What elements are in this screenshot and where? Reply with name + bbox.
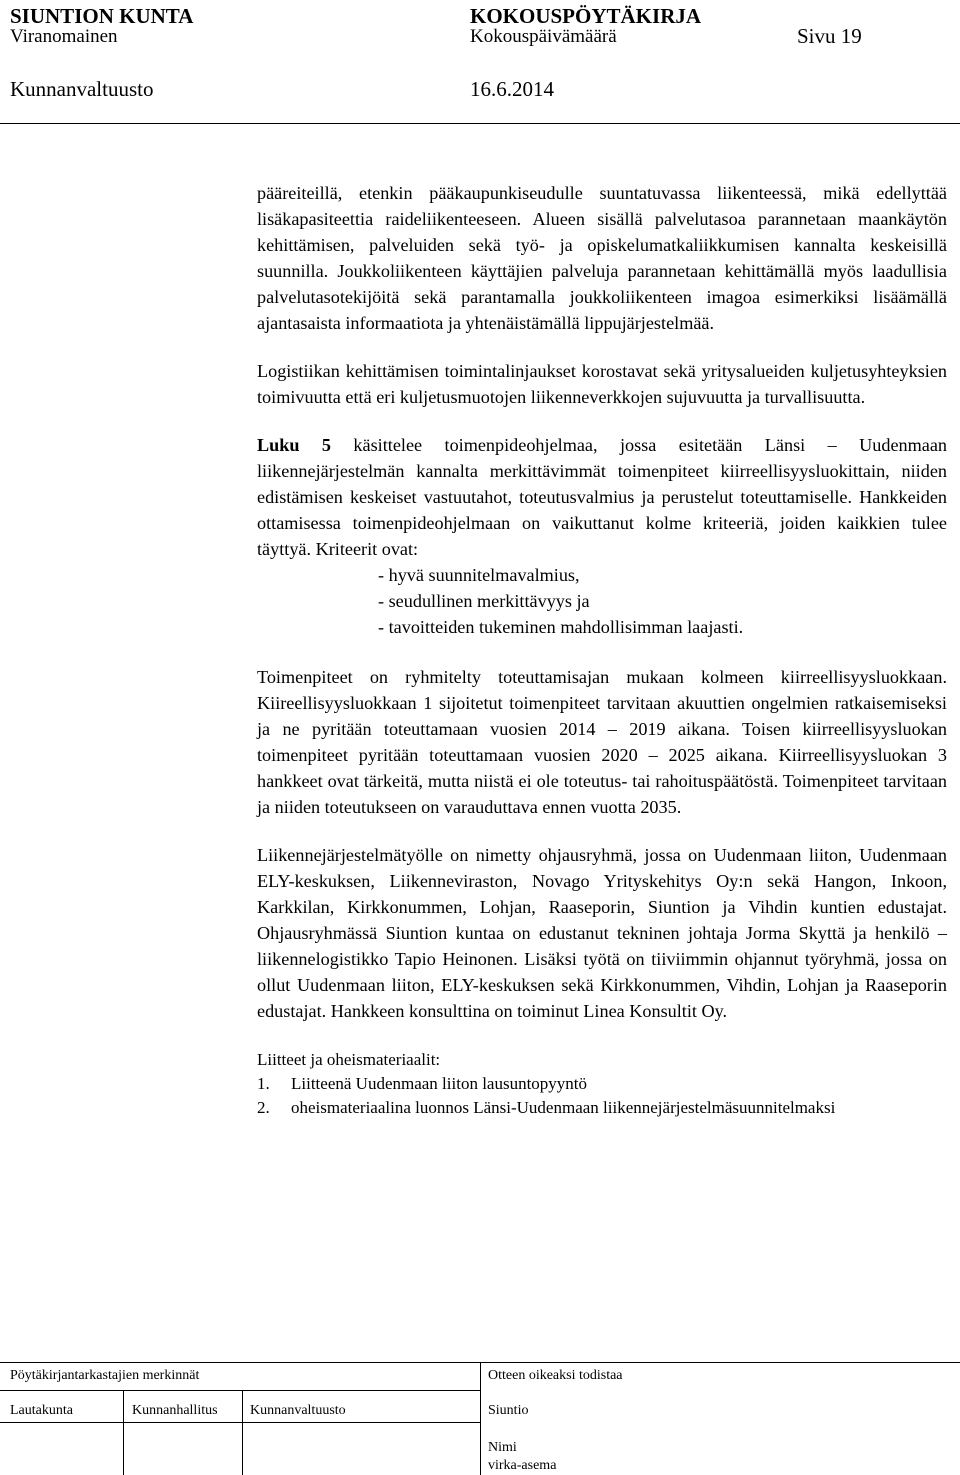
meeting-date-value: 16.6.2014 <box>470 77 554 101</box>
attachments-list <box>257 1072 947 1120</box>
name-label: Nimi <box>488 1440 517 1455</box>
reviewers-label: Pöytäkirjantarkastajien merkinnät <box>10 1368 200 1383</box>
paragraph-chapter-5 <box>257 432 947 562</box>
organization-name: SIUNTION KUNTA <box>10 4 194 28</box>
attachment-text: Liitteenä Uudenmaan liiton lausuntopyyntö <box>291 1074 588 1093</box>
footer-column-divider <box>123 1390 124 1475</box>
list-item <box>257 1072 947 1096</box>
list-item: - hyvä suunnitelmavalmius, <box>378 565 580 585</box>
chapter-reference: Luku 5 <box>257 435 331 455</box>
page-footer <box>0 1362 960 1475</box>
title-label: virka-asema <box>488 1458 557 1473</box>
authority-value: Kunnanvaltuusto <box>10 77 154 101</box>
paragraph: Toimenpiteet on ryhmitelty toteuttamisajan mukaan kolmeen kiirreellisyysluokkaan. Kiireellisyysluokkaan 1 sijoitetut toimenpiteet tarvitaan akuuttien ongelmien ratkaisemiseksi ja ne pyritään toteuttamaan vuosien 2014 – 2019 aikana. Toisen kiirreellisyysluokan toimenpiteet pyritään toteuttamaan vuosien 2020 – 2025 aikana. Kiirreellisyysluokan 3 hankkeet ovat tärkeitä, mutta niistä ei ole toteutus- tai rahoituspäätöstä. Toimenpiteet tarvitaan ja niiden toteutukseen on varauduttava ennen vuotta 2035. <box>257 667 947 817</box>
footer-divider <box>0 1422 480 1423</box>
document-body <box>257 180 947 1120</box>
footer-column-divider <box>480 1362 481 1475</box>
attachment-text: oheismateriaalina luonnos Länsi-Uudenmaan liikennejärjestelmäsuunnitelmaksi <box>291 1098 836 1117</box>
list-item: - tavoitteiden tukeminen mahdollisimman laajasti. <box>378 617 744 637</box>
paragraph-text: käsittelee toimenpideohjelmaa, jossa esitetään Länsi – Uudenmaan liikennejärjestelmän kannalta merkittävimmät toimenpiteet kiirreellisyysluokittain, niiden edistämisen keskeiset vastuutahot, toteutusvalmius ja perustelut toteuttamiselle. Hankkeiden ottamisessa toimenpideohjelmaan on vaikuttanut kolme kriteeriä, joiden kaikkien tulee täyttyä. Kriteerit ovat: <box>257 435 948 559</box>
place-label: Siuntio <box>488 1403 529 1418</box>
criteria-list <box>257 562 947 640</box>
signature-column-label: Kunnanhallitus <box>132 1403 218 1418</box>
paragraph: Liikennejärjestelmätyölle on nimetty ohjausryhmä, jossa on Uudenmaan liiton, Uudenmaan ELY-keskuksen, Liikenneviraston, Novago Yrityskehitys Oy:n sekä Hangon, Inkoon, Karkkilan, Kirkkonummen, Lohjan, Raaseporin, Siuntion ja Vihdin kuntien edustajat. Ohjausryhmässä Siuntion kuntaa on edustanut tekninen johtaja Jorma Skyttä ja henkilö – liikennelogistikko Tapio Heinonen. Lisäksi työtä on tiiviimmin ohjannut työryhmä, jossa on ollut Uudenmaan liiton, ELY-keskuksen sekä Kirkkonummen, Vihdin, Lohjan ja Raaseporin edustajat. Hankkeen konsulttina on toiminut Linea Konsultit Oy. <box>257 845 947 1021</box>
signature-column-label: Kunnanvaltuusto <box>250 1403 346 1418</box>
header-divider <box>0 123 960 124</box>
certified-label: Otteen oikeaksi todistaa <box>488 1368 623 1383</box>
list-number: 2. <box>257 1098 270 1117</box>
list-number: 1. <box>257 1074 270 1093</box>
page-header <box>0 0 960 130</box>
paragraph: pääreiteillä, etenkin pääkaupunkiseudulle suuntatuvassa liikenteessä, mikä edellyttää lisäkapasiteettia raideliikenteeseen. Alueen sisällä palvelutasoa parannetaan maankäytön kehittämisen, palveluiden sekä työ- ja opiskelumatkaliikkumisen kannalta keskeisillä suunnilla. Joukkoliikenteen käyttäjien palveluja parannetaan kehittämällä myös laadullisia palvelutasotekijöitä sekä parantamalla joukkoliikenteen imagoa esimerkiksi lisäämällä ajantasaista informaatiota ja yhtenäistämällä lippujärjestelmää. <box>257 183 947 333</box>
authority-label: Viranomainen <box>10 26 118 47</box>
list-item <box>257 1096 947 1120</box>
list-item: - seudullinen merkittävyys ja <box>378 591 590 611</box>
footer-column-divider <box>242 1390 243 1475</box>
meeting-date-label: Kokouspäivämäärä <box>470 26 617 47</box>
attachments-title: Liitteet ja oheismateriaalit: <box>257 1050 441 1069</box>
footer-divider <box>0 1390 480 1391</box>
paragraph: Logistiikan kehittämisen toimintalinjaukset korostavat sekä yritysalueiden kuljetusyhteyksien toimivuutta että eri kuljetusmuotojen liikenneverkkojen sujuvuutta ja turvallisuutta. <box>257 361 947 407</box>
page-number: Sivu 19 <box>797 24 862 48</box>
signature-column-label: Lautakunta <box>10 1403 73 1418</box>
document-type: KOKOUSPÖYTÄKIRJA <box>470 4 702 28</box>
